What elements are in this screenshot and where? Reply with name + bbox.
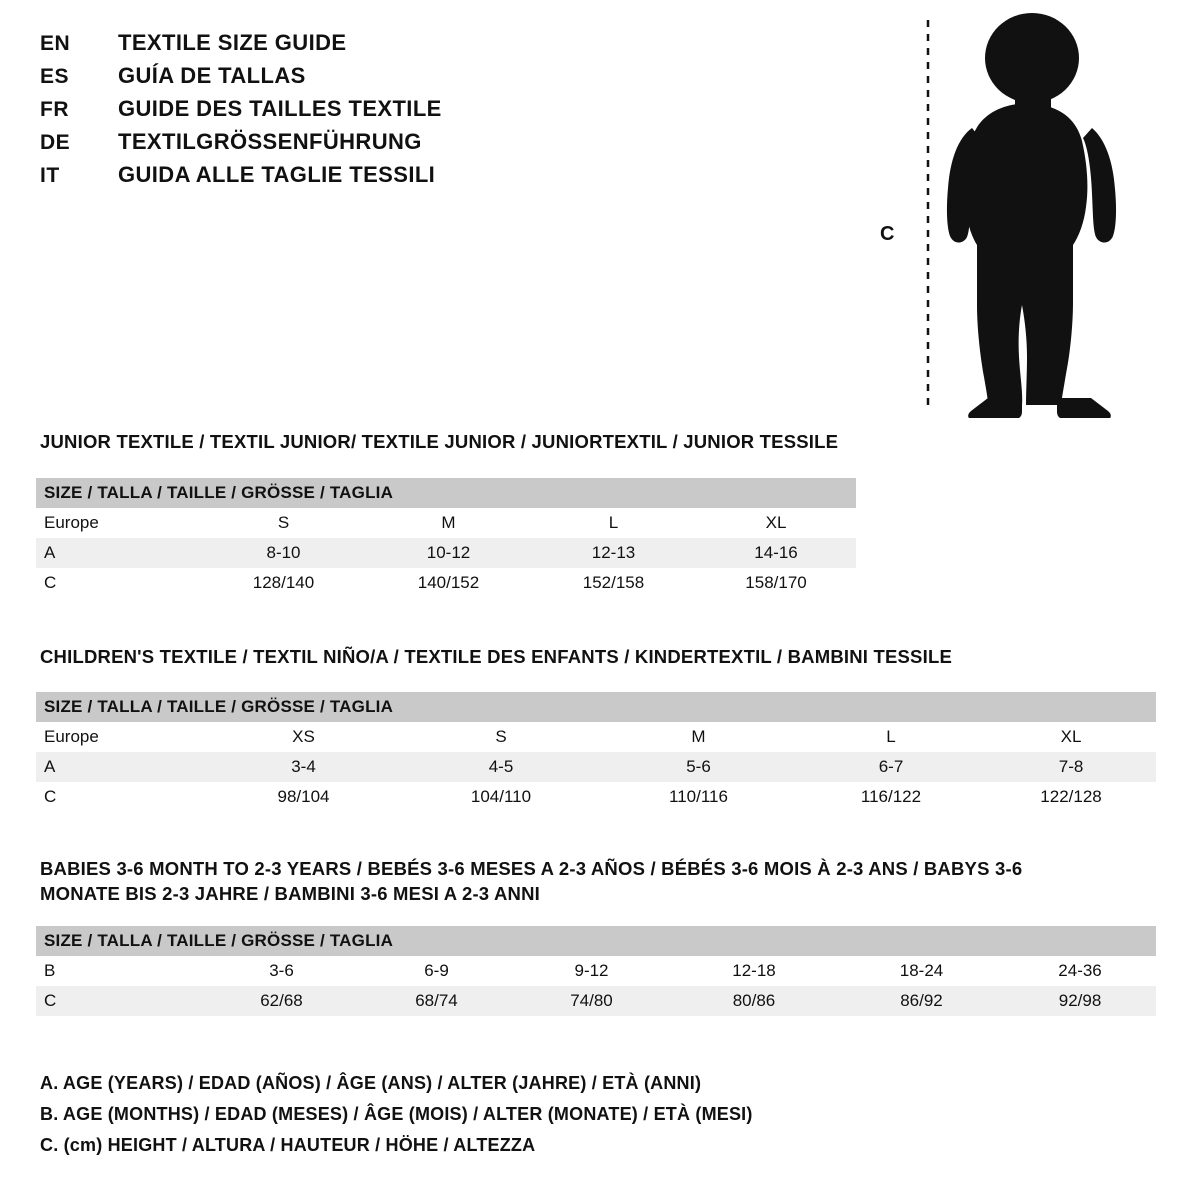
row-label: Europe — [36, 722, 206, 752]
cell: 6-9 — [359, 956, 514, 986]
language-title: GUIDE DES TAILLES TEXTILE — [118, 96, 442, 121]
row-label: Europe — [36, 508, 201, 538]
cell: 74/80 — [514, 986, 669, 1016]
cell: 6-7 — [796, 752, 986, 782]
language-row — [40, 30, 740, 63]
cell: M — [366, 508, 531, 538]
language-code: DE — [40, 131, 71, 154]
table-row — [36, 568, 856, 598]
language-title: GUÍA DE TALLAS — [118, 63, 306, 88]
table-row — [36, 722, 1156, 752]
language-header — [40, 30, 740, 195]
cell: L — [796, 722, 986, 752]
language-title: GUIDA ALLE TAGLIE TESSILI — [118, 162, 436, 187]
cell: 5-6 — [601, 752, 796, 782]
child-silhouette-icon — [910, 8, 1140, 418]
table-row — [36, 538, 856, 568]
cell: 86/92 — [839, 986, 1004, 1016]
row-label: B — [36, 956, 204, 986]
table-row — [36, 508, 856, 538]
cell: 152/158 — [531, 568, 696, 598]
cell: 9-12 — [514, 956, 669, 986]
cell: 80/86 — [669, 986, 839, 1016]
cell: 104/110 — [401, 782, 601, 812]
cell: 4-5 — [401, 752, 601, 782]
cell: 92/98 — [1004, 986, 1156, 1016]
table-row — [36, 782, 1156, 812]
cell: 14-16 — [696, 538, 856, 568]
cell: S — [401, 722, 601, 752]
cell: 7-8 — [986, 752, 1156, 782]
cell: L — [531, 508, 696, 538]
cell: 98/104 — [206, 782, 401, 812]
row-label: C — [36, 568, 201, 598]
cell: 122/128 — [986, 782, 1156, 812]
table-band-row — [36, 926, 1156, 956]
junior-size-table — [36, 478, 856, 598]
size-band-label: SIZE / TALLA / TAILLE / GRÖSSE / TAGLIA — [36, 478, 856, 508]
language-row — [40, 96, 740, 129]
language-code: FR — [40, 98, 69, 121]
cell: 158/170 — [696, 568, 856, 598]
language-row — [40, 162, 740, 195]
cell: 10-12 — [366, 538, 531, 568]
children-size-table — [36, 692, 1156, 812]
cell: XL — [696, 508, 856, 538]
language-row — [40, 129, 740, 162]
cell: 3-6 — [204, 956, 359, 986]
junior-section-title: JUNIOR TEXTILE / TEXTIL JUNIOR/ TEXTILE JUNIOR / JUNIORTEXTIL / JUNIOR TESSILE — [40, 431, 839, 452]
language-code: EN — [40, 32, 71, 55]
cell: XS — [206, 722, 401, 752]
row-label: A — [36, 752, 206, 782]
language-title: TEXTILE SIZE GUIDE — [118, 30, 347, 55]
cell: 110/116 — [601, 782, 796, 812]
cell: 8-10 — [201, 538, 366, 568]
cell: 12-13 — [531, 538, 696, 568]
height-measure-label: C — [880, 223, 895, 245]
language-title: TEXTILGRÖSSENFÜHRUNG — [118, 129, 422, 154]
cell: 128/140 — [201, 568, 366, 598]
cell: 18-24 — [839, 956, 1004, 986]
legend-item: C. (cm) HEIGHT / ALTURA / HAUTEUR / HÖHE / ALTEZZA — [40, 1134, 536, 1155]
language-code: ES — [40, 65, 70, 88]
cell: XL — [986, 722, 1156, 752]
table-row — [36, 986, 1156, 1016]
table-row — [36, 956, 1156, 986]
row-label: C — [36, 782, 206, 812]
language-row — [40, 63, 740, 96]
row-label: C — [36, 986, 204, 1016]
table-band-row — [36, 692, 1156, 722]
legend-item: B. AGE (MONTHS) / EDAD (MESES) / ÂGE (MOIS) / ALTER (MONATE) / ETÀ (MESI) — [40, 1103, 753, 1124]
babies-section-title: BABIES 3-6 MONTH TO 2-3 YEARS / BEBÉS 3-6 MESES A 2-3 AÑOS / BÉBÉS 3-6 MOIS À 2-3 ANS / BABYS 3-6 MONATE BIS 2-3 JAHRE / BAMBINI 3-6 MESI A 2-3 ANNI — [40, 858, 1023, 904]
cell: 68/74 — [359, 986, 514, 1016]
figure-area — [880, 8, 1140, 418]
cell: 140/152 — [366, 568, 531, 598]
cell: 3-4 — [206, 752, 401, 782]
cell: S — [201, 508, 366, 538]
cell: 62/68 — [204, 986, 359, 1016]
table-row — [36, 752, 1156, 782]
legend-item: A. AGE (YEARS) / EDAD (AÑOS) / ÂGE (ANS) / ALTER (JAHRE) / ETÀ (ANNI) — [40, 1073, 702, 1093]
legend — [40, 1068, 753, 1161]
size-band-label: SIZE / TALLA / TAILLE / GRÖSSE / TAGLIA — [36, 692, 1156, 722]
children-section-title: CHILDREN'S TEXTILE / TEXTIL NIÑO/A / TEXTILE DES ENFANTS / KINDERTEXTIL / BAMBINI TESSILE — [40, 646, 952, 667]
cell: 24-36 — [1004, 956, 1156, 986]
cell: 12-18 — [669, 956, 839, 986]
language-code: IT — [40, 164, 60, 187]
cell: 116/122 — [796, 782, 986, 812]
table-band-row — [36, 478, 856, 508]
size-band-label: SIZE / TALLA / TAILLE / GRÖSSE / TAGLIA — [36, 926, 1156, 956]
cell: M — [601, 722, 796, 752]
row-label: A — [36, 538, 201, 568]
babies-size-table — [36, 926, 1156, 1016]
